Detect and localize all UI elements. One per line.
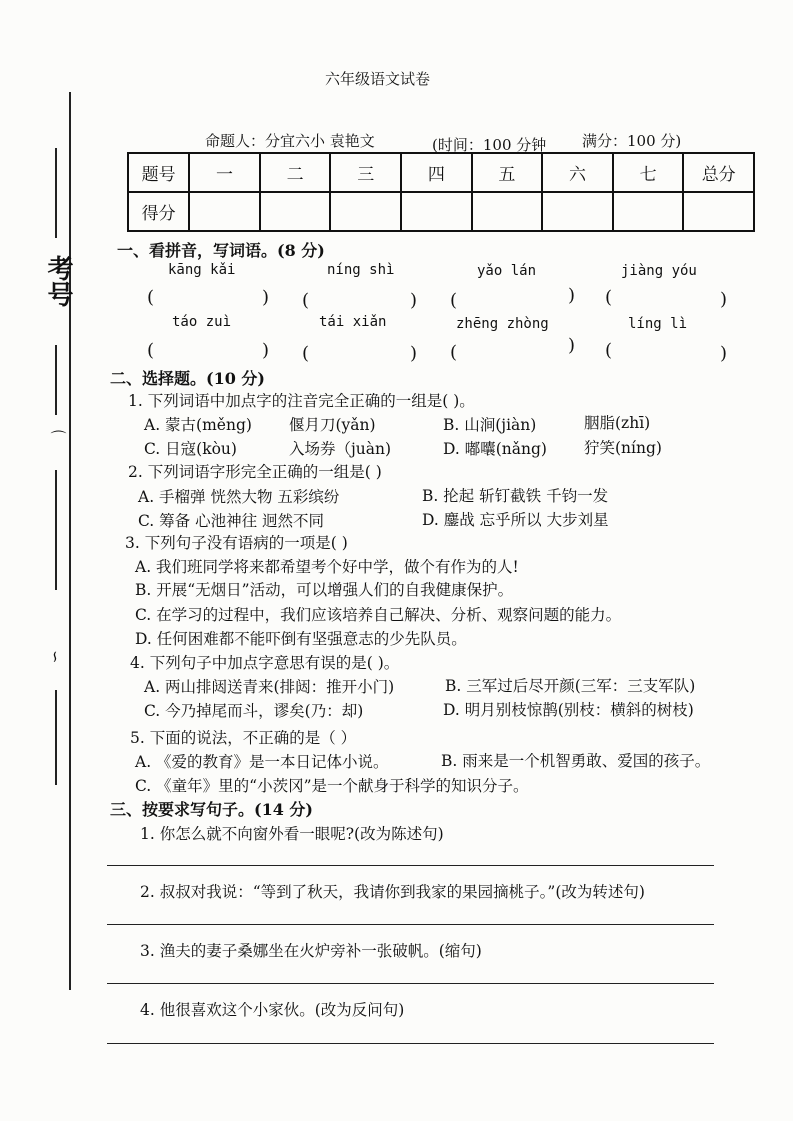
section2-heading: 二、选择题。(10 分): [110, 369, 265, 388]
answer-paren-close: ): [568, 285, 576, 306]
pinyin-answer-box[interactable]: [450, 286, 578, 313]
score-table-row-label: 得分: [128, 192, 189, 231]
option-a[interactable]: A. 手榴弹 恍然大物 五彩缤纷: [138, 488, 340, 506]
score-table-column-header: 一: [189, 153, 260, 192]
pinyin-answer-box[interactable]: [605, 286, 730, 313]
pinyin-answer-box[interactable]: [450, 336, 578, 366]
option-b-extra: 胭脂(zhī): [584, 414, 651, 432]
pinyin-answer-box[interactable]: [147, 339, 272, 364]
option-a-extra: 偃月刀(yǎn): [289, 416, 376, 434]
rewrite-question: 3. 渔夫的妻子桑娜坐在火炉旁补一张破帆。(缩句): [140, 942, 482, 960]
option-a[interactable]: A. 蒙古(měng): [144, 416, 252, 434]
answer-paren-close: ): [410, 290, 418, 311]
exam-number-label: 考号: [43, 255, 73, 307]
score-table-row-label: 题号: [128, 153, 189, 192]
rewrite-question: 4. 他很喜欢这个小家伙。(改为反问句): [140, 1001, 405, 1019]
rewrite-question: 1. 你怎么就不向窗外看一眼呢?(改为陈述句): [140, 825, 444, 843]
page-title: 六年级语文试卷: [325, 70, 431, 88]
answer-paren-open: (: [450, 342, 458, 363]
score-table-column-header: 六: [542, 153, 613, 192]
score-cell[interactable]: [401, 192, 472, 231]
answer-paren-open: (: [605, 340, 613, 361]
score-cell[interactable]: [330, 192, 401, 231]
option-b[interactable]: B. 抡起 斩钉截铁 千钧一发: [422, 487, 609, 505]
answer-paren-close: ): [262, 287, 270, 308]
score-table: [127, 152, 755, 232]
option-c-extra: 入场券（juàn): [289, 440, 392, 458]
exam-author: 命题人：分宜六小 袁艳文: [205, 132, 375, 150]
answer-paren-open: (: [147, 340, 155, 361]
pinyin-item: jiàng yóu: [621, 263, 697, 279]
option-a[interactable]: A. 我们班同学将来都希望考个好中学，做个有作为的人!: [135, 558, 519, 576]
question-stem: 3. 下列句子没有语病的一项是( ): [125, 534, 348, 552]
score-table-column-header: 七: [613, 153, 684, 192]
pinyin-answer-box[interactable]: [147, 286, 272, 311]
answer-paren-close: ): [720, 343, 728, 364]
binding-margin-line: [69, 92, 71, 990]
score-table-column-header: 二: [260, 153, 331, 192]
answer-paren-open: (: [147, 287, 155, 308]
score-cell[interactable]: [613, 192, 684, 231]
pinyin-item: yǎo lán: [477, 263, 537, 279]
option-b[interactable]: B. 开展“无烟日”活动，可以增强人们的自我健康保护。: [135, 581, 514, 599]
exam-full-score: 满分：100 分): [582, 132, 682, 150]
answer-line[interactable]: [107, 1043, 714, 1044]
answer-line[interactable]: [107, 865, 714, 866]
score-cell[interactable]: [189, 192, 260, 231]
score-cell[interactable]: [260, 192, 331, 231]
option-c[interactable]: C. 在学习的过程中，我们应该培养自己解决、分析、观察问题的能力。: [135, 606, 622, 624]
question-stem: 2. 下列词语字形完全正确的一组是( ): [128, 463, 382, 481]
section3-heading: 三、按要求写句子。(14 分): [110, 800, 313, 819]
binding-field-mark: ⌒: [48, 430, 67, 446]
pinyin-item: tái xiǎn: [319, 314, 387, 330]
score-table-column-header: 三: [330, 153, 401, 192]
score-table-column-header: 四: [401, 153, 472, 192]
answer-paren-close: ): [410, 343, 418, 364]
pinyin-item: kāng kǎi: [168, 262, 236, 278]
question-stem: 5. 下面的说法，不正确的是（ ）: [130, 729, 357, 747]
binding-field-line: [55, 148, 57, 238]
option-c[interactable]: C. 《童年》里的“小茨冈”是一个献身于科学的知识分子。: [135, 777, 529, 795]
pinyin-answer-box[interactable]: [605, 339, 730, 367]
option-b[interactable]: B. 雨来是一个机智勇敢、爱国的孩子。: [441, 752, 711, 770]
answer-paren-open: (: [605, 287, 613, 308]
pinyin-item: níng shì: [327, 262, 395, 278]
pinyin-answer-box[interactable]: [302, 342, 420, 367]
answer-paren-close: ): [720, 289, 728, 310]
question-stem: 4. 下列句子中加点字意思有误的是( )。: [130, 654, 400, 672]
pinyin-item: zhēng zhòng: [456, 316, 549, 332]
answer-paren-open: (: [450, 290, 458, 311]
score-table-column-header: 总分: [683, 153, 754, 192]
option-d-extra: 狞笑(níng): [584, 439, 662, 457]
binding-field-line: [55, 470, 57, 590]
answer-paren-open: (: [302, 343, 310, 364]
question-stem: 1. 下列词语中加点字的注音完全正确的一组是( )。: [128, 392, 475, 410]
exam-time: (时间：100 分钟: [432, 136, 547, 154]
option-a[interactable]: A. 《爱的教育》是一本日记体小说。: [135, 753, 389, 771]
binding-field-mark: ∽: [46, 650, 65, 664]
section1-heading: 一、看拼音，写词语。(8 分): [117, 241, 325, 260]
answer-paren-close: ): [568, 335, 576, 356]
binding-field-line: [55, 690, 57, 785]
option-b[interactable]: B. 三军过后尽开颜(三军：三支军队): [445, 677, 696, 695]
pinyin-item: táo zuì: [172, 314, 232, 330]
pinyin-item: líng lì: [628, 316, 688, 332]
score-cell[interactable]: [683, 192, 754, 231]
option-a[interactable]: A. 两山排闼送青来(排闼：推开小门): [144, 678, 395, 696]
answer-line[interactable]: [107, 924, 714, 925]
option-d[interactable]: D. 嘟囔(nǎng): [443, 440, 547, 458]
answer-paren-close: ): [262, 340, 270, 361]
pinyin-answer-box[interactable]: [302, 289, 420, 314]
option-b[interactable]: B. 山涧(jiàn): [443, 416, 537, 434]
option-d[interactable]: D. 明月别枝惊鹊(别枝：横斜的树枝): [443, 701, 694, 719]
score-cell[interactable]: [472, 192, 543, 231]
binding-field-line: [55, 345, 57, 415]
option-c[interactable]: C. 日寇(kòu): [144, 440, 237, 458]
option-d[interactable]: D. 鏖战 忘乎所以 大步刘星: [422, 511, 609, 529]
score-table-column-header: 五: [472, 153, 543, 192]
answer-line[interactable]: [107, 983, 714, 984]
score-cell[interactable]: [542, 192, 613, 231]
rewrite-question: 2. 叔叔对我说：“等到了秋天，我请你到我家的果园摘桃子。”(改为转述句): [140, 883, 645, 901]
option-c[interactable]: C. 筹备 心池神往 迥然不同: [138, 512, 325, 530]
option-d[interactable]: D. 任何困难都不能吓倒有坚强意志的少先队员。: [135, 630, 467, 648]
option-c[interactable]: C. 今乃掉尾而斗，谬矣(乃：却): [144, 702, 364, 720]
answer-paren-open: (: [302, 290, 310, 311]
